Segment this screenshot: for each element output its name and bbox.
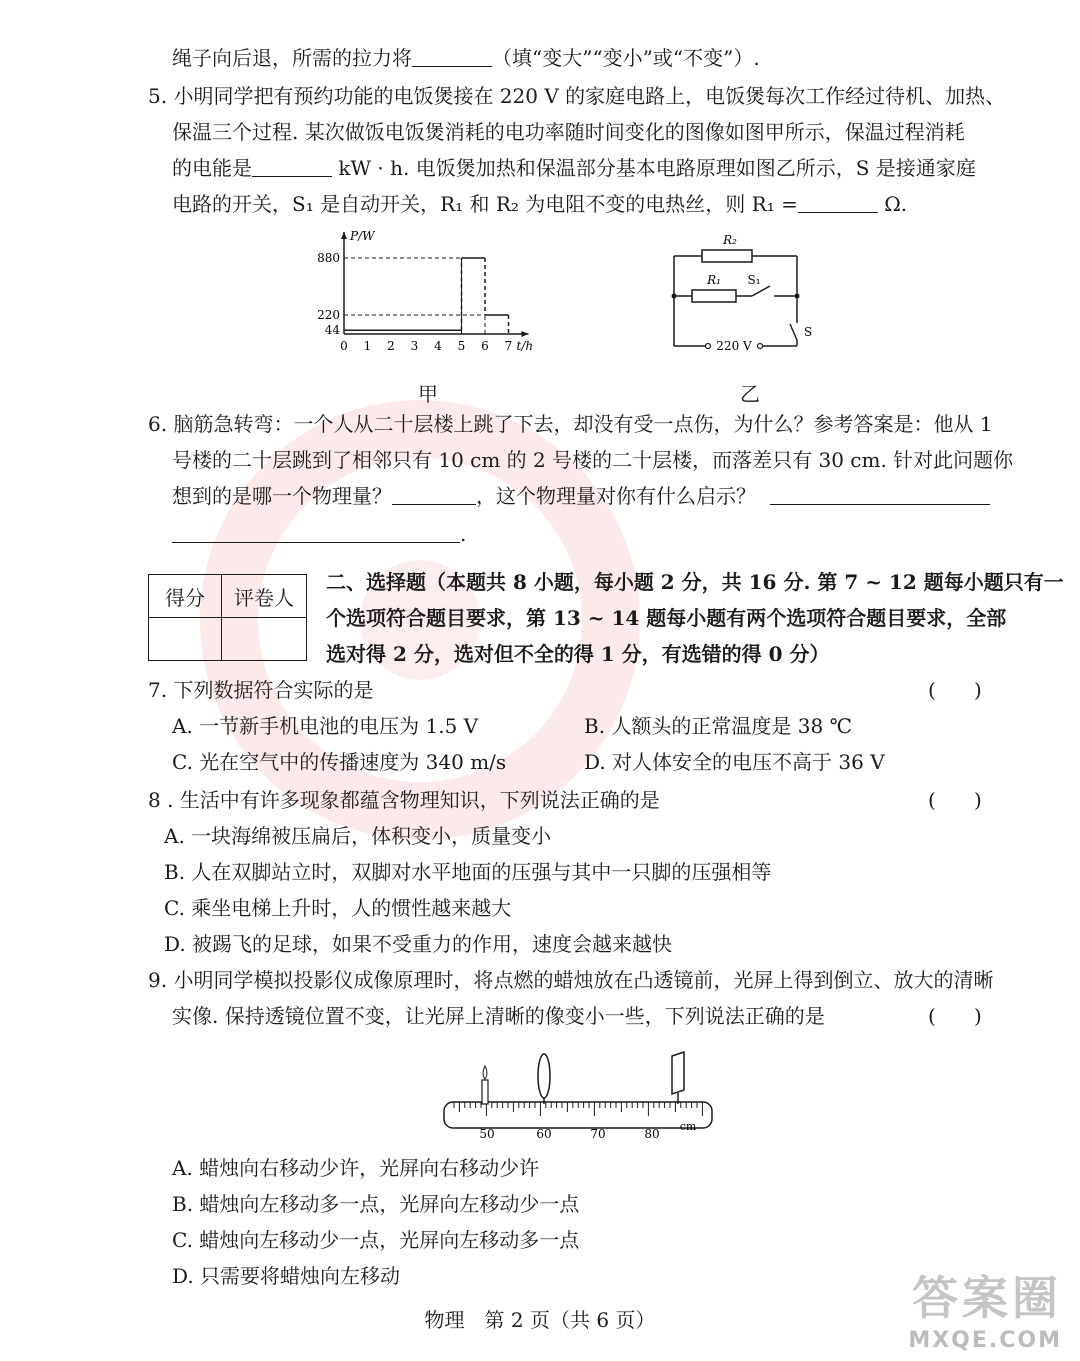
switch-s: [790, 324, 797, 340]
q5-line3: 的电能是 kW · h. 电饭煲加热和保温部分基本电路原理如图乙所示，S 是接通家庭: [172, 156, 976, 180]
q8-option-c: C. 乘坐电梯上升时，人的惯性越来越大: [164, 896, 512, 920]
x-tick-label: 0: [340, 339, 348, 353]
x-tick-label: 1: [363, 339, 372, 353]
q9-option-c: C. 蜡烛向左移动少一点，光屏向左移动多一点: [172, 1228, 580, 1252]
candle-flame: [483, 1066, 487, 1079]
circuit-caption: 乙: [740, 382, 760, 406]
ruler-unit: cm: [679, 1120, 697, 1133]
s-label: S: [804, 325, 812, 339]
intro-line: 绳子向后退，所需的拉力将 （填“变大”“变小”或“不变”）.: [172, 46, 760, 70]
optical-bench: [440, 1050, 720, 1140]
score-cell[interactable]: [149, 618, 222, 661]
x-tick-label: 3: [410, 339, 419, 353]
x-tick-label: 6: [481, 339, 489, 353]
x-tick-label: 4: [434, 339, 442, 353]
r1-label: R₁: [707, 273, 721, 287]
q8-answer-paren[interactable]: ( ): [928, 788, 982, 812]
watermark-big: 答案圈: [912, 1271, 1062, 1325]
ruler-label-50: 50: [479, 1127, 495, 1140]
q8-option-d: D. 被踢飞的足球，如果不受重力的作用，速度会越来越快: [164, 932, 673, 956]
y-tick-label: 220: [317, 308, 340, 322]
q7-option-d: D. 对人体安全的电压不高于 36 V: [584, 750, 885, 774]
ruler-label-60: 60: [536, 1127, 552, 1140]
candle: [482, 1080, 488, 1104]
q6-line1: 6. 脑筋急转弯：一个人从二十层楼上跳了下去，却没有受一点伤，为什么？参考答案是：他从 1: [148, 412, 993, 436]
q8-option-b: B. 人在双脚站立时，双脚对水平地面的压强与其中一只脚的压强相等: [164, 860, 772, 884]
watermark-text: [908, 1262, 1062, 1353]
q7-answer-paren[interactable]: ( ): [928, 678, 982, 702]
grader-cell[interactable]: [222, 618, 307, 661]
x-axis-arrow: [522, 331, 529, 337]
x-tick-label: 2: [387, 339, 395, 353]
power-time-chart: [300, 226, 560, 366]
y-tick-label: 44: [324, 323, 340, 338]
r2-label: R₂: [723, 233, 737, 247]
terminal-right: [758, 344, 763, 349]
q6-line3: 想到的是哪一个物理量？ ，这个物理量对你有什么启示？: [172, 482, 990, 510]
terminal-left: [706, 344, 711, 349]
q7-option-c: C. 光在空气中的传播速度为 340 m/s: [172, 750, 507, 774]
chart-caption: 甲: [418, 382, 438, 406]
q5-line1: 5. 小明同学把有预约功能的电饭煲接在 220 V 的家庭电路上，电饭煲每次工作经过待机、加热、: [148, 84, 1006, 108]
q7-option-b: B. 人额头的正常温度是 38 ℃: [584, 714, 852, 738]
q7-stem: 7. 下列数据符合实际的是: [148, 678, 374, 702]
watermark-small: MXQE.COM: [908, 1328, 1062, 1353]
q6-line4: .: [172, 520, 466, 548]
ruler-label-70: 70: [590, 1127, 606, 1140]
x-axis-label: t/h: [516, 339, 534, 353]
y-axis-arrow: [341, 232, 347, 239]
q9-option-b: B. 蜡烛向左移动多一点，光屏向左移动少一点: [172, 1192, 580, 1216]
ruler-label-80: 80: [644, 1127, 660, 1140]
grader-header: 评卷人: [222, 575, 307, 618]
circuit-diagram: [662, 228, 812, 358]
convex-lens: [538, 1054, 550, 1098]
section2-line2: 个选项符合题目要求，第 13 ~ 14 题每小题有两个选项符合题目要求，全部: [326, 606, 1007, 630]
q7-option-a: A. 一节新手机电池的电压为 1.5 V: [172, 714, 479, 738]
q9-line1: 9. 小明同学模拟投影仪成像原理时，将点燃的蜡烛放在凸透镜前，光屏上得到倒立、放大的清晰: [148, 968, 994, 992]
q9-answer-paren[interactable]: ( ): [928, 1004, 982, 1028]
light-screen: [672, 1052, 684, 1094]
voltage-label: 220 V: [716, 339, 752, 353]
q9-option-d: D. 只需要将蜡烛向左移动: [172, 1264, 401, 1288]
s1-label: S₁: [747, 273, 761, 287]
y-tick-label: 880: [317, 251, 340, 265]
x-tick-label: 7: [504, 339, 513, 353]
q8-stem: 8 . 生活中有许多现象都蕴含物理知识，下列说法正确的是: [148, 788, 660, 812]
switch-s1: [752, 286, 770, 296]
q9-line2: 实像. 保持透镜位置不变，让光屏上清晰的像变小一些，下列说法正确的是: [172, 1004, 825, 1028]
score-table: [148, 574, 307, 661]
q5-line2: 保温三个过程. 某次做饭电饭煲消耗的电功率随时间变化的图像如图甲所示，保温过程消耗: [172, 120, 965, 144]
resistor-r2: [702, 250, 752, 262]
y-axis-label: P/W: [350, 229, 375, 243]
x-tick-label: 5: [457, 339, 466, 353]
q6-line2: 号楼的二十层跳到了相邻只有 10 cm 的 2 号楼的二十层楼，而落差只有 30 cm. 针对此问题你: [172, 448, 1014, 472]
section2-line3: 选对得 2 分，选对但不全的得 1 分，有选错的得 0 分）: [326, 642, 830, 666]
page-footer: 物理 第 2 页（共 6 页）: [424, 1308, 656, 1332]
section2-line1: 二、选择题（本题共 8 小题，每小题 2 分，共 16 分. 第 7 ~ 12 题每小题只有一: [326, 570, 1064, 594]
q5-line4: 电路的开关，S₁ 是自动开关，R₁ 和 R₂ 为电阻不变的电热丝，则 R₁ = Ω.: [172, 192, 908, 216]
q8-option-a: A. 一块海绵被压扁后，体积变小，质量变小: [164, 824, 552, 848]
resistor-r1: [692, 290, 736, 302]
q9-option-a: A. 蜡烛向右移动少许，光屏向右移动少许: [172, 1156, 540, 1180]
score-header: 得分: [149, 575, 222, 618]
